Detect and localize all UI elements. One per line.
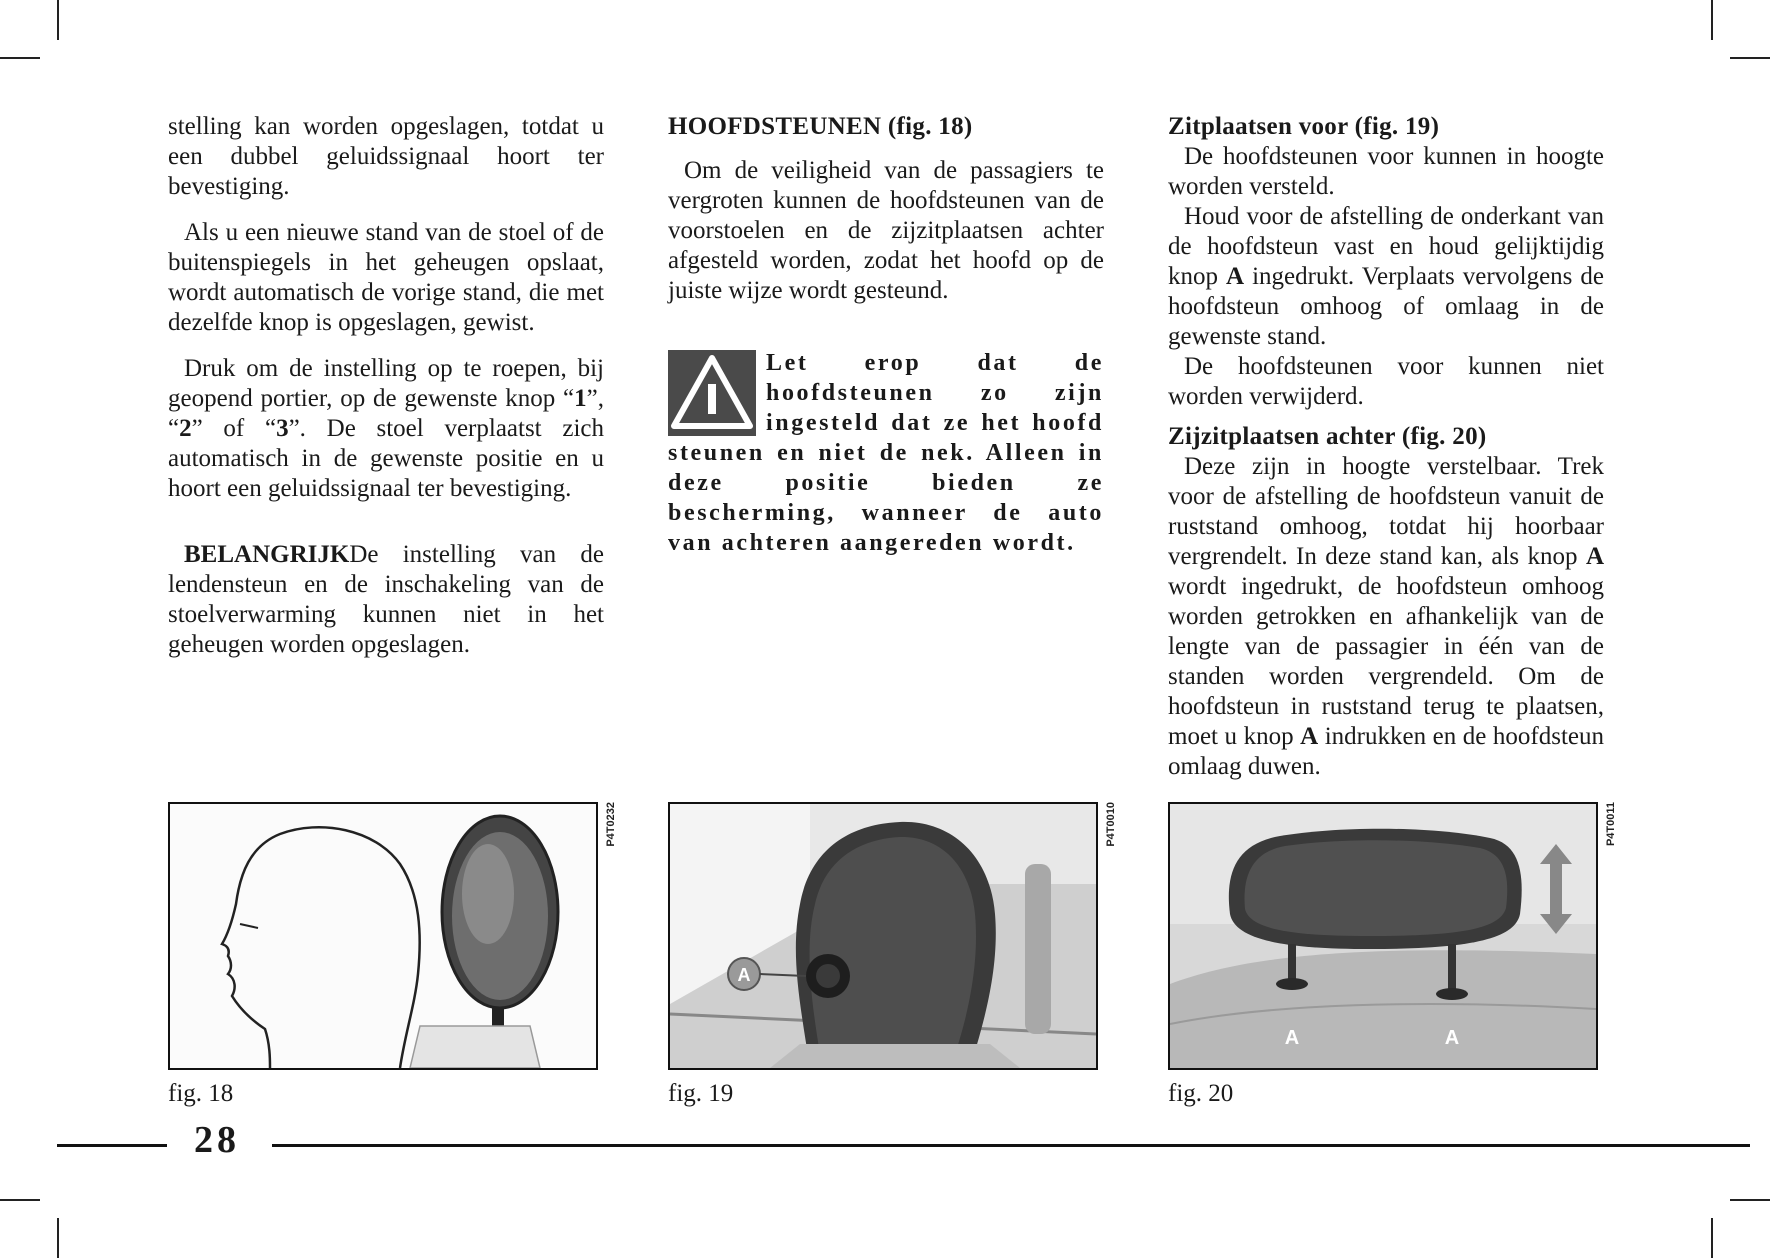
page-number: 28: [194, 1119, 240, 1161]
figure-label: A: [737, 965, 751, 985]
section-heading: Zijzitplaatsen achter (fig. 20): [1168, 423, 1487, 450]
figure-code: P4T0232: [605, 802, 617, 847]
footer-rule: [57, 1144, 167, 1147]
column-left: [168, 112, 604, 660]
paragraph: stelling kan worden opgeslagen, totdat u een dubbel geluidssignaal hoort ter bevestiging.: [168, 113, 604, 200]
paragraph: Druk om de instelling op te roepen, bij geopend portier, op de gewenste knop “1”, “2” of “3”. De stoel verplaatst zich automatisch in de gewenste positie en u hoort een geluidssignaal ter bevestiging.: [168, 355, 604, 502]
figure-caption: fig. 20: [1168, 1080, 1234, 1107]
warning-text: Let erop dat de hoofdsteunen zo zijn ingesteld dat ze het hoofd steunen en niet de nek. Alleen in deze positie bieden ze bescherming, wanneer de auto van achteren aangereden wordt.: [668, 350, 1104, 556]
crop-mark: [1730, 57, 1770, 59]
paragraph: Om de veiligheid van de passagiers te vergroten kunnen de hoofdsteunen van de voorstoelen en de zijzitplaatsen achter afgesteld worden, zodat het hoofd op de juiste wijze wordt gesteund.: [668, 157, 1104, 304]
paragraph: Deze zijn in hoogte verstelbaar. Trek voor de afstelling de hoofdsteun vanuit de ruststand omhoog, totdat hij hoorbaar vergrendelt. In deze stand kan, als knop A wordt ingedrukt, de hoofdsteun omhoog worden getrokken en afhankelijk van de lengte van de passagier in één van de standen worden vergrendeld. Om de hoofdsteun in ruststand terug te plaatsen, moet u knop A indrukken en de hoofdsteun omlaag duwen.: [1168, 453, 1604, 780]
paragraph: De hoofdsteunen voor kunnen niet worden verwijderd.: [1168, 353, 1604, 410]
figure-label: A: [1444, 1027, 1460, 1049]
important-note: BELANGRIJKDe instelling van de lendensteun en de inschakeling van de stoelverwarming kunnen niet in het geheugen worden opgeslagen.: [168, 541, 604, 658]
warning-triangle-icon: [668, 350, 756, 436]
crop-mark: [0, 1199, 40, 1201]
figure-20-image: [1168, 802, 1598, 1070]
figure-19-image: [668, 802, 1098, 1070]
crop-mark: [1711, 1218, 1713, 1258]
column-right: [1168, 112, 1604, 782]
figure-label: A: [1284, 1027, 1300, 1049]
warning-block: [668, 348, 1104, 558]
paragraph: De hoofdsteunen voor kunnen in hoogte worden versteld.: [1168, 143, 1604, 200]
footer-rule: [272, 1144, 1750, 1147]
figure-code: P4T0010: [1105, 802, 1117, 847]
column-middle: [668, 112, 1104, 558]
crop-mark: [1730, 1199, 1770, 1201]
figure-caption: fig. 19: [668, 1080, 734, 1107]
figure-caption: fig. 18: [168, 1080, 234, 1107]
crop-mark: [0, 57, 40, 59]
section-heading: HOOFDSTEUNEN (fig. 18): [668, 113, 973, 140]
crop-mark: [1711, 0, 1713, 40]
crop-mark: [57, 0, 59, 40]
section-heading: Zitplaatsen voor (fig. 19): [1168, 113, 1440, 140]
crop-mark: [57, 1218, 59, 1258]
paragraph: Als u een nieuwe stand van de stoel of de buitenspiegels in het geheugen opslaat, wordt automatisch de vorige stand, die met dezelfde knop is opgeslagen, gewist.: [168, 219, 604, 336]
figure-18-image: [168, 802, 598, 1070]
figure-code: P4T0011: [1605, 802, 1617, 847]
paragraph: Houd voor de afstelling de onderkant van de hoofdsteun vast en houd gelijktijdig knop A ingedrukt. Verplaats vervolgens de hoofdsteun omhoog of omlaag in de gewenste stand.: [1168, 203, 1605, 350]
